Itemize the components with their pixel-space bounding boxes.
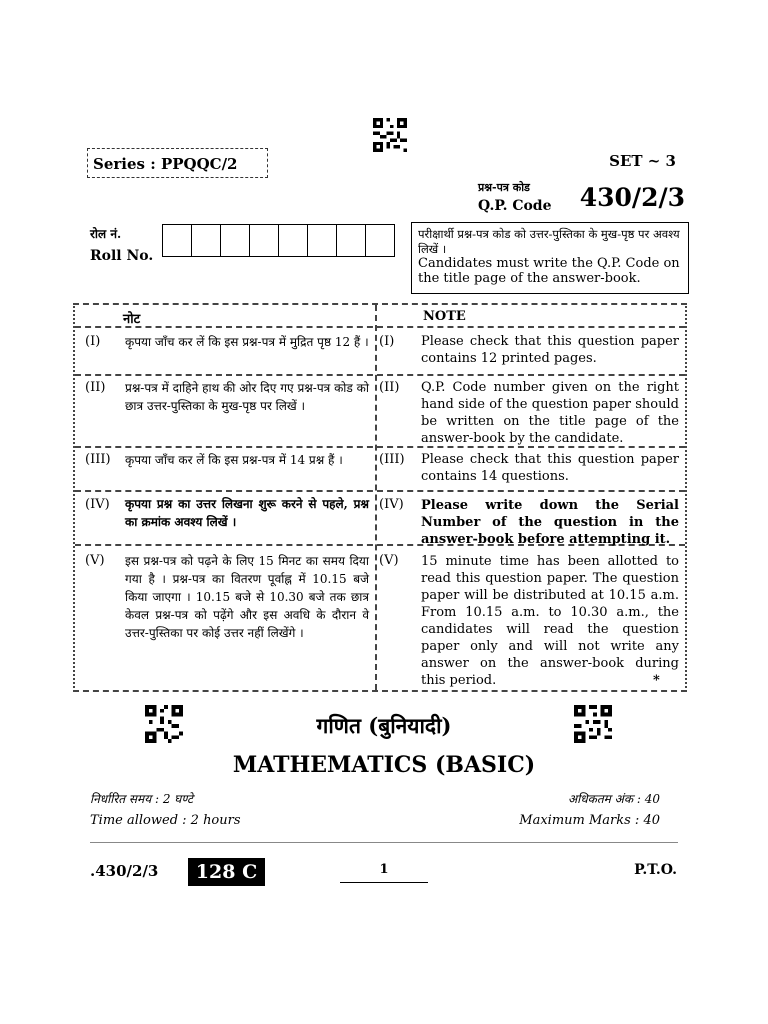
subject-title: MATHEMATICS (BASIC) (232, 752, 536, 778)
notes-table (73, 303, 687, 692)
note-number: (V) (85, 553, 105, 568)
note-number: (IV) (85, 497, 110, 512)
notes-row-divider (75, 490, 685, 492)
note-text-hindi: कृपया प्रश्न का उत्तर लिखना शुरू करने से पहले, प्रश्न का क्रमांक अवश्य लिखें । (125, 497, 369, 529)
footer-qp-code: .430/2/3 (90, 862, 159, 880)
qp-code-value: 430/2/3 (579, 183, 685, 212)
roll-number-hindi-label: रोल नं. (90, 227, 122, 241)
set-label: SET ~ 3 (609, 152, 676, 170)
note-text-english: Please write down the Serial Number of the question in the answer-book before attempting it. (421, 498, 679, 547)
roll-number-boxes (163, 224, 395, 257)
note-number: (I) (85, 334, 101, 349)
note-mark: * (653, 673, 660, 688)
time-allowed: Time allowed : 2 hours (90, 813, 241, 828)
qp-code-hindi-label: प्रश्न-पत्र कोड (478, 181, 530, 194)
divider-line (90, 842, 678, 843)
note-text-hindi: इस प्रश्न-पत्र को पढ़ने के लिए 15 मिनट का समय दिया गया है । प्रश्न-पत्र का वितरण पूर्वाह्न में 10.15 बजे किया जाएगा । 10.15 बजे से 10.30 बजे तक छात्र केवल प्रश्न-पत्र को पढ़ेंगे और इस अवधि के दौरान वे उत्तर-पुस्तिका पर कोई उत्तर नहीं लिखेंगे । (125, 554, 369, 640)
notes-heading-hindi: नोट (123, 312, 141, 327)
roll-number-box[interactable] (191, 224, 221, 257)
notes-divider (375, 305, 377, 690)
roll-number-box[interactable] (220, 224, 250, 257)
note-text-english: Please check that this question paper contains 14 questions. (421, 452, 679, 484)
candidate-instruction-box (411, 222, 689, 294)
note-number: (III) (85, 452, 111, 467)
roll-number-box[interactable] (278, 224, 308, 257)
notes-heading-english: NOTE (423, 309, 466, 324)
note-number: (V) (379, 553, 399, 568)
roll-number-label: Roll No. (90, 248, 154, 264)
maximum-marks: Maximum Marks : 40 (519, 813, 660, 828)
pto-label: P.T.O. (634, 862, 677, 878)
qp-code-label: Q.P. Code (478, 198, 552, 214)
note-number: (II) (379, 380, 400, 395)
roll-number-box[interactable] (336, 224, 366, 257)
roll-number-box[interactable] (249, 224, 279, 257)
note-number: (IV) (379, 497, 404, 512)
notes-row-divider (75, 374, 685, 376)
roll-number-box[interactable] (162, 224, 192, 257)
note-text-hindi: प्रश्न-पत्र में दाहिने हाथ की ओर दिए गए प्रश्न-पत्र कोड को छात्र उत्तर-पुस्तिका के मुख-पृष्ठ पर लिखें । (125, 381, 369, 413)
notes-row-divider (75, 326, 685, 328)
note-number: (I) (379, 334, 395, 349)
note-text-hindi: कृपया जाँच कर लें कि इस प्रश्न-पत्र में मुद्रित पृष्ठ 12 हैं । (125, 335, 369, 349)
maximum-marks-hindi: अधिकतम अंक : 40 (567, 792, 660, 806)
candidate-instruction-english: Candidates must write the Q.P. Code on the title page of the answer-book. (418, 256, 680, 286)
page-number: 1 (340, 862, 428, 883)
roll-number-box[interactable] (307, 224, 337, 257)
note-number: (II) (85, 380, 106, 395)
note-text-english: 15 minute time has been allotted to read this question paper. The question paper will be distributed at 10.15 a.m. From 10.15 a.m. to 10.30 a.m., the candidates will read the question paper only and will not write any answer on the answer-book during this period. (421, 554, 679, 688)
roll-number-box[interactable] (365, 224, 395, 257)
subject-title-hindi: गणित (बुनियादी) (316, 713, 452, 738)
note-text-english: Please check that this question paper contains 12 printed pages. (421, 334, 679, 366)
candidate-instruction-hindi: परीक्षार्थी प्रश्न-पत्र कोड को उत्तर-पुस्तिका के मुख-पृष्ठ पर अवश्य लिखें । (418, 227, 680, 256)
time-allowed-hindi: निर्धारित समय : 2 घण्टे (90, 792, 194, 806)
qr-code-icon (373, 118, 407, 152)
footer-badge: 128 C (188, 858, 265, 886)
series-label: Series : PPQQC/2 (87, 148, 268, 178)
note-text-hindi: कृपया जाँच कर लें कि इस प्रश्न-पत्र में 14 प्रश्न हैं । (125, 453, 343, 467)
note-number: (III) (379, 452, 405, 467)
note-text-english: Q.P. Code number given on the right hand side of the question paper should be written on the title page of the answer-book by the candidate. (421, 380, 679, 446)
